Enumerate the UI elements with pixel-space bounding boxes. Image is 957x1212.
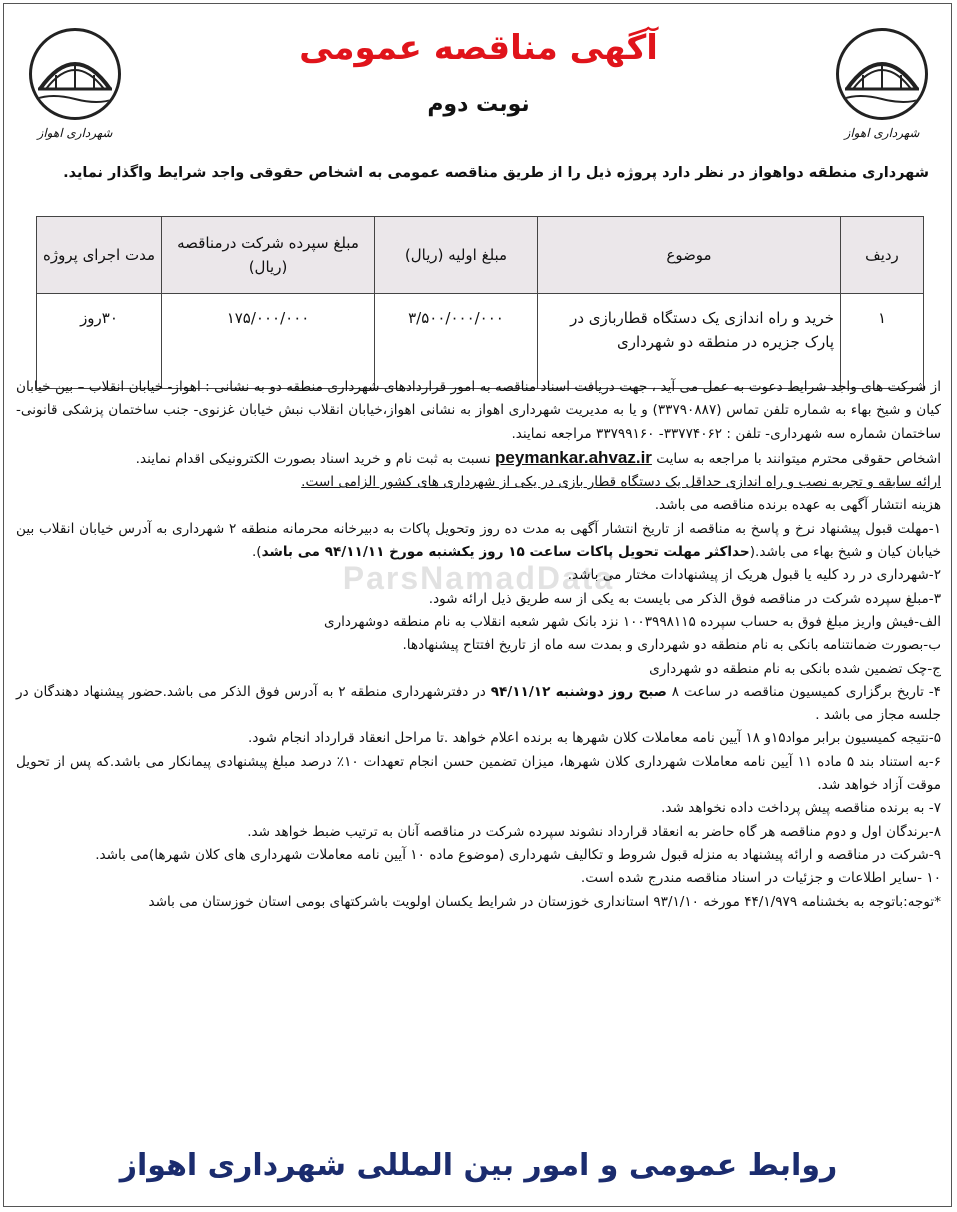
cell-deposit-amount: ۱۷۵/۰۰۰/۰۰۰	[162, 294, 375, 389]
condition-item-1	[16, 518, 941, 565]
note-text: *توجه:باتوجه به بخشنامه ۴۴/۱/۹۷۹ مورخه ۹۳/۱/۱۰ استانداری خوزستان در شرایط یکسان اولویت باشرکتهای بومی استان خوزستان می باشد	[148, 893, 941, 910]
publisher-footer: روابط عمومی و امور بین المللی شهرداری اهواز	[119, 1148, 838, 1183]
website-paragraph	[16, 446, 941, 471]
condition-item-9: ۹-شرکت در مناقصه و ارائه پیشنهاد به منزله قبول شروط و تکالیف شهرداری (موضوع ماده ۱۰ آیین نامه معاملات شهرداری های کلان شهرها)می باشد.	[95, 846, 941, 863]
header-row-number: ردیف	[841, 217, 924, 294]
tender-table	[36, 216, 924, 389]
cell-duration: ۳۰روز	[37, 294, 162, 389]
experience-requirement: ارائه سابقه و تجربه نصب و راه اندازی حداقل یک دستگاه قطار بازی در یکی از شهرداری های کشور الزامی است.	[301, 474, 941, 491]
item1-text: ۱-مهلت قبول پیشنهاد نرخ و پاسخ به مناقصه از تاریخ انتشار آگهی به مدت ده روز وتحویل پاکات به دبیرخانه محرمانه منطقه ۲ شهرداری به آدرس خیابان انقلاب بین خیابان کیان و شیخ بهاء می باشد.(	[16, 520, 942, 561]
condition-item-2: ۲-شهرداری در رد کلیه یا قبول هریک از پیشنهادات مختار می باشد.	[567, 567, 941, 584]
condition-item-3: ۳-مبلغ سپرده شرکت در مناقصه فوق الذکر می بایست به یکی از سه طریق ذیل ارائه شود.	[428, 590, 941, 607]
website-text-before: اشخاص حقوقی محترم میتوانند با مراجعه به سایت	[656, 450, 941, 467]
condition-item-3a: الف-فیش واریز مبلغ فوق به حساب سپرده ۱۰۰۳۹۹۸۱۱۵ نزد بانک شهر شعبه انقلاب به نام منطقه دوشهرداری	[323, 613, 941, 630]
condition-item-7: ۷- به برنده مناقصه پیش پرداخت داده نخواهد شد.	[661, 800, 941, 817]
notice-round: نوبت دوم	[427, 92, 530, 117]
header-initial-amount: مبلغ اولیه (ریال)	[375, 217, 538, 294]
notice-title: آگهی مناقصه عمومی	[299, 28, 658, 68]
cell-subject: خرید و راه اندازی یک دستگاه قطاربازی در پارک جزیره در منطقه دو شهرداری	[538, 294, 841, 389]
item1-close: ).	[251, 544, 262, 561]
condition-item-3b: ب-بصورت ضمانتنامه بانکی به نام منطقه دو شهرداری و بمدت سه ماه از تاریخ افتتاح پیشنهادها.	[402, 637, 941, 654]
item1-deadline: حداکثر مهلت تحویل پاکات ساعت ۱۵ روز یکشنبه مورخ ۹۴/۱۱/۱۱ می باشد	[261, 544, 750, 561]
item4-text: ۴- تاریخ برگزاری کمیسیون مناقصه در ساعت ۸	[671, 683, 941, 700]
condition-item-8: ۸-برندگان اول و دوم مناقصه هر گاه حاضر به انعقاد قرارداد نشوند سپرده شرکت در مناقصه آنان به ترتیب ضبط خواهد شد.	[247, 823, 941, 840]
header-deposit-amount: مبلغ سپرده شرکت درمناقصه (ریال)	[162, 217, 375, 294]
condition-item-4	[16, 681, 941, 728]
watermark: ParsNamadData	[342, 560, 615, 596]
header-subject: موضوع	[538, 217, 841, 294]
header-duration: مدت اجرای پروژه	[37, 217, 162, 294]
publication-cost-note: هزینه انتشار آگهی به عهده برنده مناقصه می باشد.	[654, 497, 941, 514]
table-header-row	[37, 217, 924, 294]
condition-item-3c: ج-چک تضمین شده بانکی به نام منطقه دو شهرداری	[649, 660, 941, 677]
website-link[interactable]: peymankar.ahvaz.ir	[495, 447, 652, 467]
website-text-after: نسبت به ثبت نام و خرید اسناد بصورت الکترونیکی اقدام نمایند.	[135, 450, 491, 467]
logo-caption: شهرداری اهواز	[844, 126, 920, 140]
invitation-paragraph: از شرکت های واجد شرایط دعوت به عمل می آید ، جهت دریافت اسناد مناقصه به امور قراردادهای شهرداری منطقه دو به نشانی : اهواز- خیابان انقلاب – بین خیابان کیان و شیخ بهاء به شماره تلفن تماس (۳۳۷۹۰۸۸۷) و یا به مدیریت شهرداری اهواز به نشانی اهواز،خیابان انقلاب نبش خیابان غزنوی- جنب ساختمان پزشکی قانونی- ساختمان شماره سه شهرداری- تلفن : ۳۳۷۷۴۰۶۲- ۳۳۷۹۹۱۶۰ مراجعه نمایند.	[16, 379, 941, 442]
cell-row-number: ۱	[841, 294, 924, 389]
cell-initial-amount: ۳/۵۰۰/۰۰۰/۰۰۰	[375, 294, 538, 389]
item4-date: صبح روز دوشنبه ۹۴/۱۱/۱۲	[490, 683, 667, 700]
condition-item-10: ۱۰ -سایر اطلاعات و جزئیات در اسناد مناقصه مندرج شده است.	[580, 870, 941, 887]
intro-text: شهرداری منطقه دواهواز در نظر دارد پروژه ذیل را از طریق مناقصه عمومی به اشخاص حقوقی واجد شرایط واگذار نماید.	[63, 165, 929, 181]
table-row	[37, 294, 924, 389]
condition-item-6: ۶-به استناد بند ۵ ماده ۱۱ آیین نامه معاملات شهرداری کلان شهرها، میزان تضمین حسن انجام تعهدات ۱۰٪ درصد مبلغ پیشنهادی پیمانکار می باشد.که پس از تحویل موقت آزاد خواهد شد.	[16, 753, 941, 794]
notice-body	[16, 376, 941, 914]
logo-caption: شهرداری اهواز	[37, 126, 113, 140]
condition-item-5: ۵-نتیجه کمیسیون برابر مواد۱۵و ۱۸ آیین نامه معاملات کلان شهرها به برنده اعلام خواهد .تا مراحل انعقاد قرارداد انجام شود.	[248, 730, 941, 747]
item4-rest: در دفترشهرداری منطقه ۲ به آدرس فوق الذکر می باشد.حضور پیشنهاد دهندگان در جلسه مجاز می باشد .	[16, 683, 941, 724]
